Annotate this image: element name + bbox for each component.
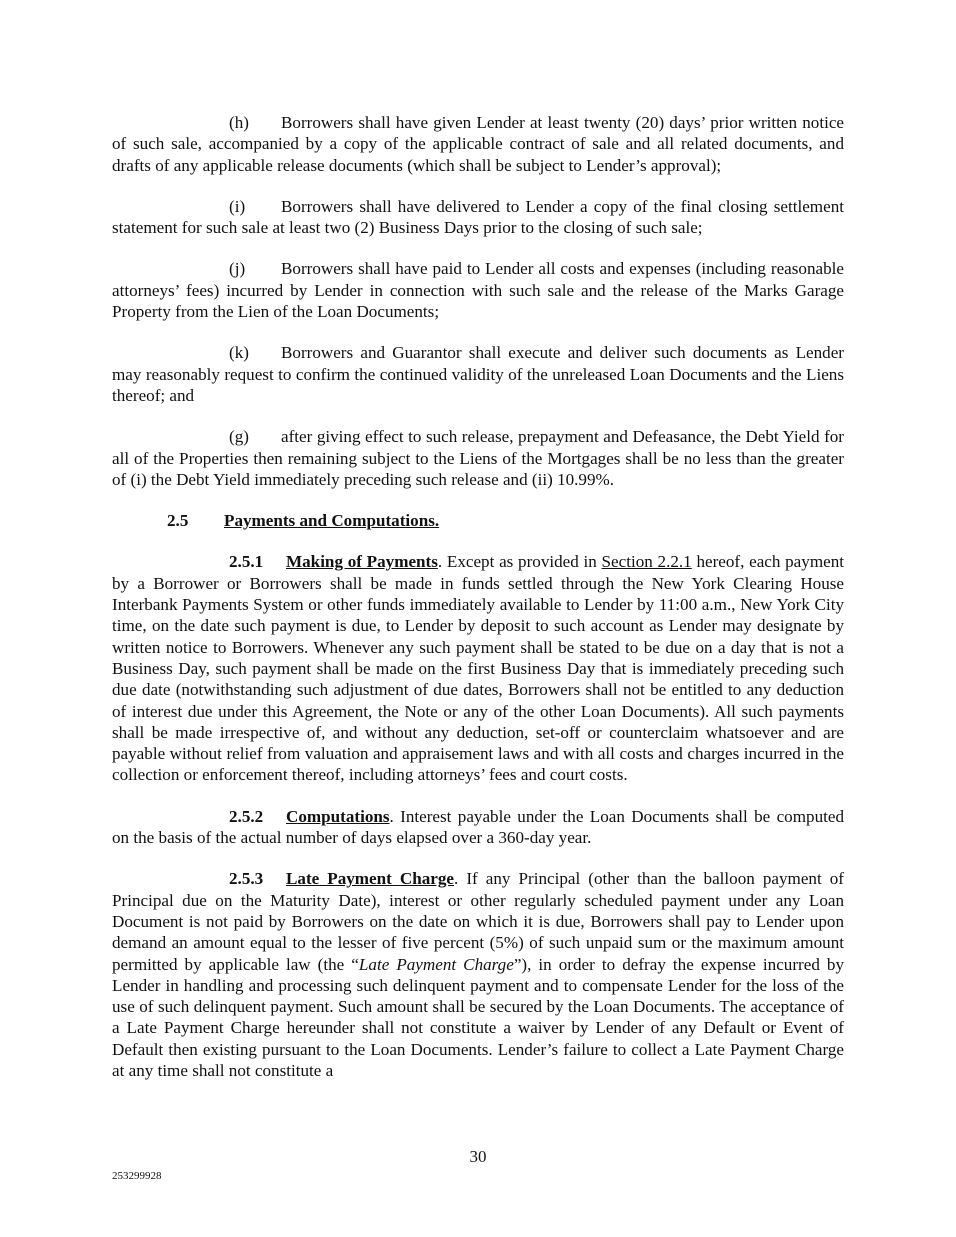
clause-h xyxy=(112,112,844,176)
clause-label: (j) xyxy=(229,259,246,279)
subsection-2-5-2 xyxy=(112,806,844,849)
section-title: Payments and Computations. xyxy=(224,511,440,531)
clause-label: (k) xyxy=(229,343,249,363)
page-number: 30 xyxy=(469,1147,487,1166)
clause-label: (h) xyxy=(229,113,249,132)
clause-text: after giving effect to such release, prepayment and Defeasance, the Debt Yield for all of the Properties then remaining subject to the Liens of the Mortgages shall be no less than the greater of (i) the Debt Yield immediately preceding such release and (ii) 10.99%. xyxy=(112,427,844,489)
clause-label: (i) xyxy=(229,196,246,216)
section-heading xyxy=(112,510,844,531)
subsection-number: 2.5.1 xyxy=(229,552,264,572)
subsection-2-5-3 xyxy=(112,868,844,1081)
subsection-title: Late Payment Charge xyxy=(286,869,455,889)
clause-text: Borrowers and Guarantor shall execute and deliver such documents as Lender may reasonably request to confirm the continued validity of the unreleased Loan Documents and the Liens thereof; and xyxy=(112,343,844,405)
clause-i xyxy=(112,196,844,239)
clause-text: Borrowers shall have paid to Lender all costs and expenses (including reasonable attorneys’ fees) incurred by Lender in connection with such sale and the release of the Marks Garage Property from the Lien of the Loan Documents; xyxy=(112,259,844,322)
subsection-text: . Except as provided in xyxy=(437,552,602,572)
subsection-text: . If any Principal (other than the balloon payment of Principal due on the Maturity Date), interest or other regularly scheduled payment under any Loan Document is not paid by Borrowers on the date on which it is due, Borrowers shall pay to Lender upon demand an amount equal to the lesser of five percent (5%) of such unpaid sum or the maximum amount permitted by applicable law (the “ xyxy=(112,869,844,974)
section-number: 2.5 xyxy=(167,511,189,531)
subsection-title: Making of Payments xyxy=(286,552,438,572)
clause-text: Borrowers shall have delivered to Lender a copy of the final closing settlement statement for such sale at least two (2) Business Days prior to the closing of such sale; xyxy=(112,196,844,238)
clause-j xyxy=(112,258,844,322)
document-id: 253299928 xyxy=(112,1170,162,1182)
subsection-title: Computations xyxy=(286,806,390,826)
subsection-text: . Interest payable under the Loan Documents shall be computed on the basis of the actual number of days elapsed over a 360-day year. xyxy=(112,806,844,848)
clause-label: (g) xyxy=(229,427,249,447)
subsection-text: hereof, each payment by a Borrower or Borrowers shall be made in funds settled through the New York Clearing House Interbank Payments System or other funds immediately available to Lender by 11:00 a.m., New York City time, on the date such payment is due, to Lender by deposit to such account as Lender may designate by written notice to Borrowers. Whenever any such payment shall be stated to be due on a day that is not a Business Day, such payment shall be made on the first Business Day that is immediately preceding such due date (notwithstanding such adjustment of due dates, Borrowers shall not be entitled to any deduction of interest due under this Agreement, the Note or any of the other Loan Documents). All such payments shall be made irrespective of, and without any deduction, set-off or counterclaim whatsoever and are payable without relief from valuation and appraisement laws and with all costs and charges incurred in the collection or enforcement thereof, including attorneys’ fees and court costs. xyxy=(112,552,844,785)
document-page xyxy=(112,112,844,1101)
subsection-text: ”), in order to defray the expense incurred by Lender in handling and processing such delinquent payment and to compensate Lender for the loss of the use of such delinquent payment. Such amount shall be secured by the Loan Documents. The acceptance of a Late Payment Charge hereunder shall not constitute a waiver by Lender of any Default or Event of Default then existing pursuant to the Loan Documents. Lender’s failure to collect a Late Payment Charge at any time shall not constitute a xyxy=(112,954,845,1080)
clause-text: Borrowers shall have given Lender at least twenty (20) days’ prior written notice of such sale, accompanied by a copy of the applicable contract of sale and all related documents, and drafts of any applicable release documents (which shall be subject to Lender’s approval); xyxy=(112,113,844,175)
section-reference-link[interactable]: Section 2.2.1 xyxy=(601,552,692,572)
defined-term: Late Payment Charge xyxy=(358,954,514,974)
clause-g xyxy=(112,426,844,490)
subsection-2-5-1 xyxy=(112,551,844,785)
clause-k xyxy=(112,342,844,406)
subsection-number: 2.5.2 xyxy=(229,806,264,826)
subsection-number: 2.5.3 xyxy=(229,869,264,889)
